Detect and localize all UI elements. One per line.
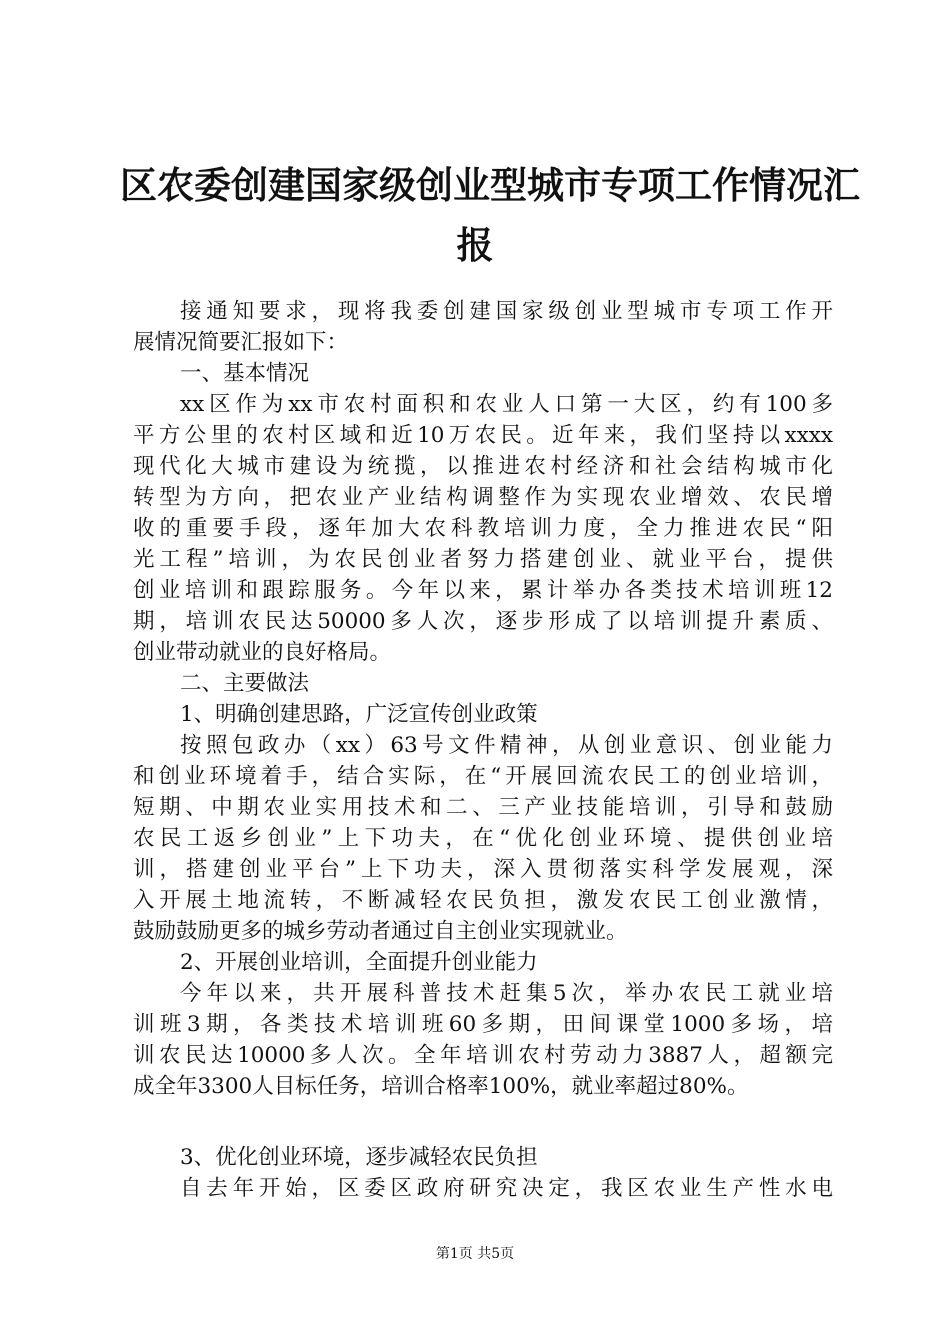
paragraph-line: 鼓励鼓励更多的城乡劳动者通过自主创业实现就业。 <box>133 919 628 944</box>
paragraph-line: 短期、中期农业实用技术和二、三产业技能培训，引导和鼓励 <box>133 795 833 820</box>
section-heading: 二、主要做法 <box>180 671 310 696</box>
paragraph-line: xx区作为xx市农村面积和农业人口第一大区，约有100多 <box>180 392 833 417</box>
paragraph-line: 训，搭建创业平台”上下功夫，深入贯彻落实科学发展观，深 <box>133 857 833 882</box>
paragraph-line: 展情况简要汇报如下： <box>133 330 349 355</box>
paragraph-line: 光工程”培训，为农民创业者努力搭建创业、就业平台，提供 <box>133 547 833 572</box>
paragraph-line: 转型为方向，把农业产业结构调整作为实现农业增效、农民增 <box>133 485 833 510</box>
paragraph-line: 按照包政办（xx）63号文件精神，从创业意识、创业能力 <box>180 733 833 758</box>
paragraph-line: 自去年开始，区委区政府研究决定，我区农业生产性水电 <box>180 1176 833 1201</box>
document-title: 区农委创建国家级创业型城市专项工作情况汇 <box>120 163 860 207</box>
paragraph-line: 平方公里的农村区域和近10万农民。近年来，我们坚持以xxxx <box>133 423 833 448</box>
section-heading: 一、基本情况 <box>180 361 310 386</box>
paragraph-line: 今年以来，共开展科普技术赶集5次，举办农民工就业培 <box>180 981 833 1006</box>
paragraph-line: 现代化大城市建设为统揽，以推进农村经济和社会结构城市化 <box>133 454 833 479</box>
page-footer: 第1页 共5页 <box>435 1246 515 1262</box>
subsection-heading: 3、优化创业环境，逐步减轻农民负担 <box>180 1145 538 1170</box>
paragraph-line: 农民工返乡创业”上下功夫，在“优化创业环境、提供创业培 <box>133 826 833 851</box>
subsection-heading: 1、明确创建思路，广泛宣传创业政策 <box>180 702 538 727</box>
paragraph-line: 创业带动就业的良好格局。 <box>133 640 392 665</box>
paragraph-line: 接通知要求，现将我委创建国家级创业型城市专项工作开 <box>180 299 833 324</box>
paragraph-line: 创业培训和跟踪服务。今年以来，累计举办各类技术培训班12 <box>133 578 833 603</box>
paragraph-line: 和创业环境着手，结合实际，在“开展回流农民工的创业培训， <box>133 764 833 789</box>
paragraph-line: 期，培训农民达50000多人次，逐步形成了以培训提升素质、 <box>133 609 833 634</box>
document-body <box>133 296 833 1204</box>
paragraph-line: 训农民达10000多人次。全年培训农村劳动力3887人，超额完 <box>133 1043 833 1068</box>
document-title-continued: 报 <box>456 223 494 267</box>
subsection-heading: 2、开展创业培训，全面提升创业能力 <box>180 950 538 975</box>
paragraph-line: 训班3期，各类技术培训班60多期，田间课堂1000多场，培 <box>133 1012 833 1037</box>
paragraph-line: 成全年3300人目标任务，培训合格率100%，就业率超过80%。 <box>133 1074 749 1099</box>
paragraph-line: 收的重要手段，逐年加大农科教培训力度，全力推进农民“阳 <box>133 516 833 541</box>
paragraph-line: 入开展土地流转，不断减轻农民负担，激发农民工创业激情， <box>133 888 833 913</box>
paragraph-gap <box>133 1102 833 1142</box>
